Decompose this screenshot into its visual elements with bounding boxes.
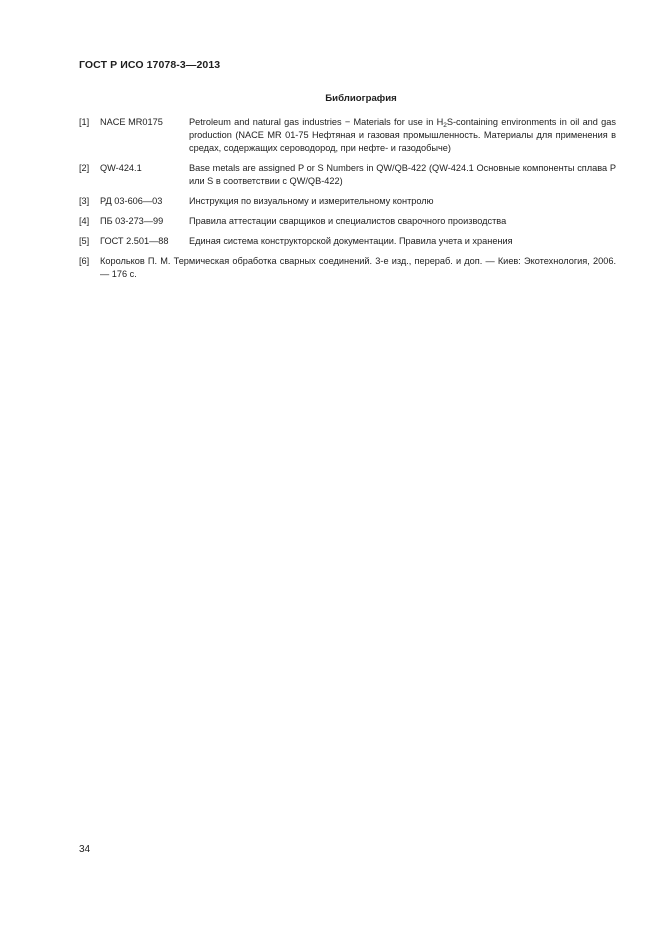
reference-number: [3] bbox=[79, 196, 90, 206]
reference-code: ГОСТ 2.501—88 bbox=[100, 236, 169, 246]
reference-text-part: S-containing environments in oil and gas production (NACE MR 01-75 Нефтяная и газовая промышленность. Материалы для применения в средах, содержащих сероводород, при нефте- и газодобыче) bbox=[189, 117, 616, 153]
bibliography-list bbox=[79, 116, 616, 288]
reference-number: [1] bbox=[79, 117, 90, 127]
bibliography-title: Библиография bbox=[325, 93, 397, 104]
reference-text bbox=[189, 116, 616, 155]
reference-item-2 bbox=[79, 162, 616, 188]
reference-code: РД 03-606—03 bbox=[100, 196, 163, 206]
reference-text: Base metals are assigned P or S Numbers in QW/QB-422 (QW-424.1 Основные компоненты сплава Р или S в соответствии с QW/QB-422) bbox=[189, 163, 616, 186]
reference-item-4 bbox=[79, 215, 616, 228]
document-header: ГОСТ Р ИСО 17078-3—2013 bbox=[79, 59, 221, 71]
reference-number: [5] bbox=[79, 236, 90, 246]
reference-text-subscript: 2 bbox=[443, 122, 447, 129]
reference-text: Единая система конструкторской документации. Правила учета и хранения bbox=[189, 236, 513, 246]
reference-item-1 bbox=[79, 116, 616, 155]
reference-number: [2] bbox=[79, 163, 90, 173]
reference-text-part: Petroleum and natural gas industries − Materials for use in H bbox=[189, 117, 444, 127]
reference-item-3 bbox=[79, 195, 616, 208]
reference-text: Инструкция по визуальному и измерительному контролю bbox=[189, 196, 434, 206]
reference-text: Корольков П. М. Термическая обработка сварных соединений. 3-е изд., перераб. и доп. — Киев: Экотехнология, 2006. — 176 с. bbox=[100, 256, 616, 279]
reference-number: [4] bbox=[79, 216, 90, 226]
reference-code: ПБ 03-273—99 bbox=[100, 216, 164, 226]
reference-code: QW-424.1 bbox=[100, 163, 142, 173]
reference-code: NACE MR0175 bbox=[100, 117, 163, 127]
page-number: 34 bbox=[79, 844, 91, 855]
reference-number: [6] bbox=[79, 256, 90, 266]
reference-item-6 bbox=[79, 255, 616, 281]
reference-text: Правила аттестации сварщиков и специалистов сварочного производства bbox=[189, 216, 507, 226]
reference-item-5 bbox=[79, 235, 616, 248]
